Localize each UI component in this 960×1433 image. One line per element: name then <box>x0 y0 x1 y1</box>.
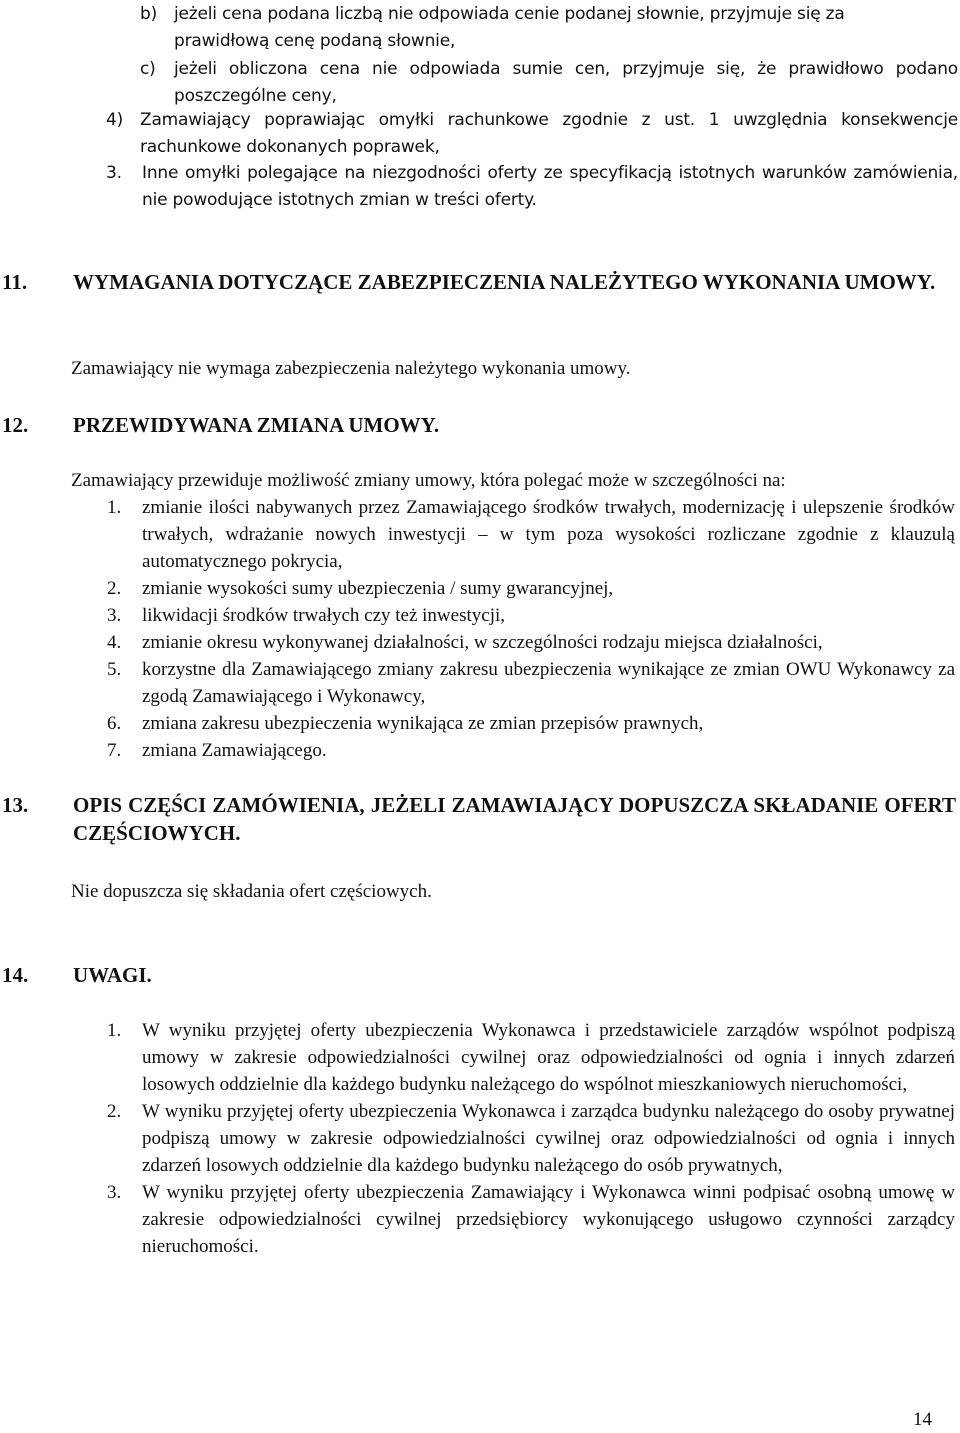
item-number: 4. <box>107 632 122 653</box>
item-text: W wyniku przyjętej oferty ubezpieczenia Wykonawca i zarządca budynku należącego do osoby prywatnej podpiszą umowy w zakresie odpowiedzialności cywilnej oraz odpowiedzialności od ognia i innych zdarzeń losowych oddzielnie dla każdego budynku należącego do osób prywatnych, <box>142 1101 955 1176</box>
section-14-heading <box>2 961 902 989</box>
item-text: Zamawiający poprawiając omyłki rachunkowe zgodnie z ust. 1 uwzględnia konsekwencje rachunkowe dokonanych poprawek, <box>140 110 958 157</box>
list-item <box>107 1179 955 1260</box>
item-text: zmiana zakresu ubezpieczenia wynikająca ze zmian przepisów prawnych, <box>142 713 704 734</box>
item-text: jeżeli cena podana liczbą nie odpowiada cenie podanej słownie, przyjmuje się za prawidłową cenę podaną słownie, <box>174 4 845 51</box>
section-12-intro: Zamawiający przewiduje możliwość zmiany umowy, która polegać może w szczególności na: <box>71 470 786 491</box>
list-item <box>107 629 955 656</box>
list-item-3 <box>106 160 958 214</box>
item-text: zmianie okresu wykonywanej działalności, w szczególności rodzaju miejsca działalności, <box>142 632 823 653</box>
item-number: 7. <box>107 740 122 761</box>
item-text: W wyniku przyjętej oferty ubezpieczenia Zamawiający i Wykonawca winni podpisać osobną umowę w zakresie odpowiedzialności cywilnej przedsiębiorcy wykonującego usługowo czynności zarządcy nieruchomości. <box>142 1182 955 1257</box>
item-text: zmiana Zamawiającego. <box>142 740 327 761</box>
item-text: zmianie wysokości sumy ubezpieczenia / sumy gwarancyjnej, <box>142 578 614 599</box>
list-item <box>107 494 955 575</box>
item-number: 1. <box>107 497 122 518</box>
item-text: jeżeli obliczona cena nie odpowiada sumie cen, przyjmuje się, że prawidłowo podano poszczególne ceny, <box>174 59 958 106</box>
section-13-body: Nie dopuszcza się składania ofert częściowych. <box>71 881 432 902</box>
list-item-4 <box>106 107 958 161</box>
item-label: c) <box>140 59 156 79</box>
list-item-b <box>140 1 885 55</box>
list-item <box>107 656 955 710</box>
section-13-heading <box>2 791 956 847</box>
section-title: PRZEWIDYWANA ZMIANA UMOWY. <box>73 413 440 437</box>
section-11-body: Zamawiający nie wymaga zabezpieczenia należytego wykonania umowy. <box>71 358 631 379</box>
section-title: WYMAGANIA DOTYCZĄCE ZABEZPIECZENIA NALEŻYTEGO WYKONANIA UMOWY. <box>73 270 936 294</box>
item-text: zmianie ilości nabywanych przez Zamawiającego środków trwałych, modernizację i ulepszenie środków trwałych, wdrażanie nowych inwestycji – w tym poza wysokości rozliczane zgodnie z klauzulą automatycznego pokrycia, <box>142 497 955 572</box>
list-item <box>107 1017 955 1098</box>
item-number: 6. <box>107 713 122 734</box>
section-number: 12. <box>2 413 29 437</box>
list-item <box>107 575 955 602</box>
list-item <box>107 602 955 629</box>
item-text: Inne omyłki polegające na niezgodności oferty ze specyfikacją istotnych warunków zamówienia, nie powodujące istotnych zmian w treści oferty. <box>142 163 958 210</box>
section-12-list <box>107 494 955 764</box>
page-number: 14 <box>913 1409 932 1430</box>
item-text: likwidacji środków trwałych czy też inwestycji, <box>142 605 506 626</box>
list-item <box>107 1098 955 1179</box>
section-number: 14. <box>2 963 29 987</box>
item-label: 3. <box>106 163 122 183</box>
section-14-list <box>107 1017 955 1260</box>
item-text: korzystne dla Zamawiającego zmiany zakresu ubezpieczenia wynikające ze zmian OWU Wykonawcy za zgodą Zamawiającego i Wykonawcy, <box>142 659 955 707</box>
section-number: 13. <box>2 793 29 817</box>
item-number: 2. <box>107 578 122 599</box>
item-number: 5. <box>107 659 122 680</box>
item-number: 2. <box>107 1101 122 1122</box>
item-label: 4) <box>106 110 124 130</box>
item-number: 3. <box>107 605 122 626</box>
section-12-heading <box>2 411 902 439</box>
section-number: 11. <box>2 270 28 294</box>
list-item <box>107 710 955 737</box>
item-number: 3. <box>107 1182 122 1203</box>
item-text: W wyniku przyjętej oferty ubezpieczenia Wykonawca i przedstawiciele zarządów wspólnot podpiszą umowy w zakresie odpowiedzialności cywilnej oraz odpowiedzialności od ognia i innych zdarzeń losowych oddzielnie dla każdego budynku należącego do wspólnot mieszkaniowych nieruchomości, <box>142 1020 955 1095</box>
section-title: UWAGI. <box>73 963 152 987</box>
list-item-c <box>140 56 958 110</box>
item-label: b) <box>140 4 158 24</box>
section-11-heading <box>2 268 956 296</box>
section-title: OPIS CZĘŚCI ZAMÓWIENIA, JEŻELI ZAMAWIAJĄCY DOPUSZCZA SKŁADANIE OFERT CZĘŚCIOWYCH. <box>73 793 956 845</box>
item-number: 1. <box>107 1020 122 1041</box>
list-item <box>107 737 955 764</box>
